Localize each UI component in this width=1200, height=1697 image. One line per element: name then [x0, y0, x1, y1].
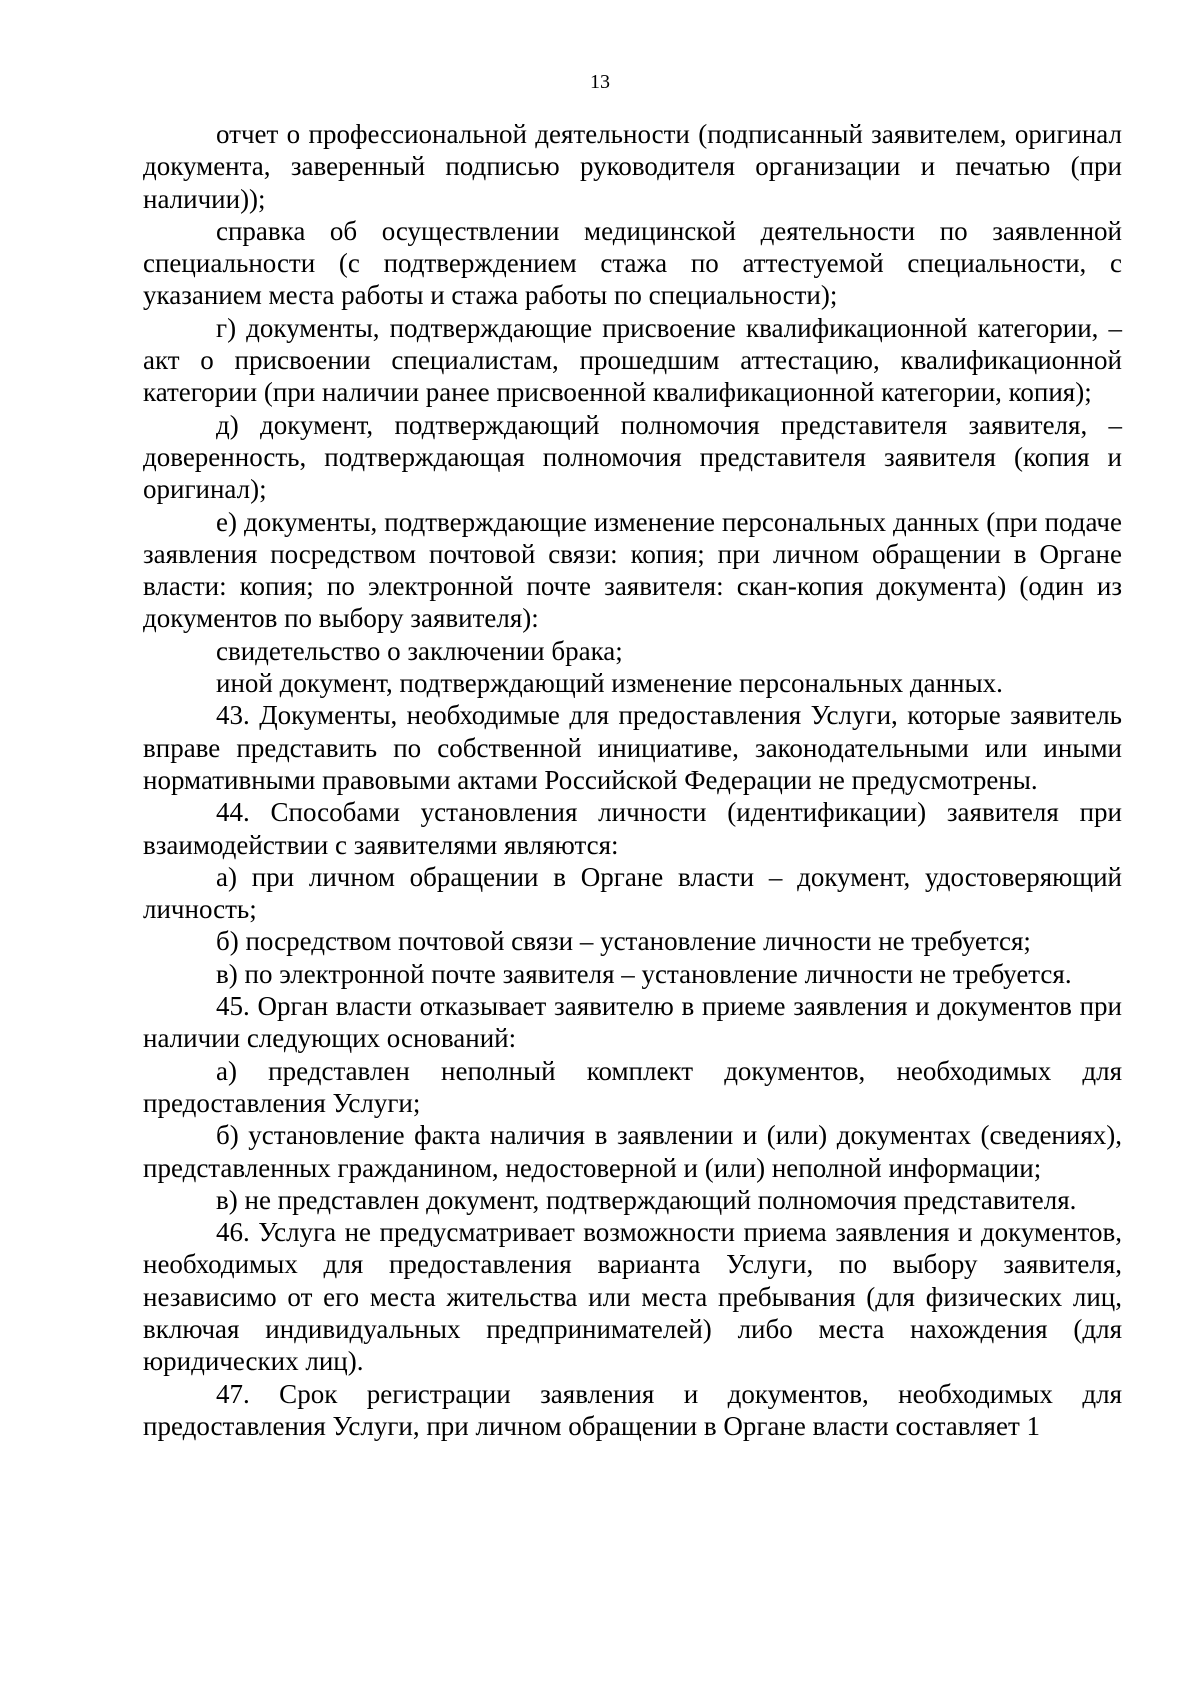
- paragraph-45-item-a: а) представлен неполный комплект документов, необходимых для предоставления Услуги;: [143, 1055, 1122, 1118]
- paragraph-report: отчет о профессиональной деятельности (подписанный заявителем, оригинал документа, заверенный подписью руководителя организации и печатью (при наличии));: [143, 119, 1122, 214]
- paragraph-45-item-b: б) установление факта наличия в заявлении и (или) документах (сведениях), представленных гражданином, недостоверной и (или) неполной информации;: [143, 1120, 1122, 1183]
- paragraph-section-44: 44. Способами установления личности (идентификации) заявителя при взаимодействии с заявителями являются:: [143, 797, 1122, 860]
- paragraph-section-47: 47. Срок регистрации заявления и документов, необходимых для предоставления Услуги, при личном обращении в Органе власти составляет 1: [143, 1378, 1122, 1441]
- paragraph-section-43: 43. Документы, необходимые для предоставления Услуги, которые заявитель вправе представить по собственной инициативе, законодательными или иными нормативными правовыми актами Российской Федерации не предусмотрены.: [143, 700, 1122, 795]
- paragraph-section-46: 46. Услуга не предусматривает возможности приема заявления и документов, необходимых для предоставления варианта Услуги, по выбору заявителя, независимо от его места жительства или места пребывания (для физических лиц, включая индивидуальных предпринимателей) либо места нахождения (для юридических лиц).: [143, 1217, 1122, 1377]
- paragraph-44-item-v: в) по электронной почте заявителя – установление личности не требуется.: [216, 958, 1072, 989]
- paragraph-section-45: 45. Орган власти отказывает заявителю в приеме заявления и документов при наличии следующих оснований:: [143, 991, 1122, 1054]
- paragraph-other-document: иной документ, подтверждающий изменение персональных данных.: [216, 668, 1003, 699]
- document-body: [143, 118, 1122, 1442]
- paragraph-certificate: справка об осуществлении медицинской деятельности по заявленной специальности (с подтверждением стажа по аттестуемой специальности, с указанием места работы и стажа работы по специальности);: [143, 215, 1122, 311]
- paragraph-marriage-certificate: свидетельство о заключении брака;: [216, 635, 623, 666]
- paragraph-item-g: г) документы, подтверждающие присвоение квалификационной категории, – акт о присвоении специалистам, прошедшим аттестацию, квалификационной категории (при наличии ранее присвоенной квалификационной категории, копия);: [143, 312, 1122, 408]
- paragraph-44-item-b: б) посредством почтовой связи – установление личности не требуется;: [216, 926, 1031, 957]
- paragraph-item-e: е) документы, подтверждающие изменение персональных данных (при подаче заявления посредством почтовой связи: копия; при личном обращении в Органе власти: копия; по электронной почте заявителя: скан-копия документа) (один из документов по выбору заявителя):: [143, 506, 1122, 634]
- paragraph-45-item-v: в) не представлен документ, подтверждающий полномочия представителя.: [216, 1184, 1077, 1215]
- paragraph-item-d: д) документ, подтверждающий полномочия представителя заявителя, – доверенность, подтверждающая полномочия представителя заявителя (копия и оригинал);: [143, 409, 1122, 505]
- paragraph-44-item-a: а) при личном обращении в Органе власти – документ, удостоверяющий личность;: [143, 861, 1122, 925]
- page-number: 13: [590, 71, 610, 93]
